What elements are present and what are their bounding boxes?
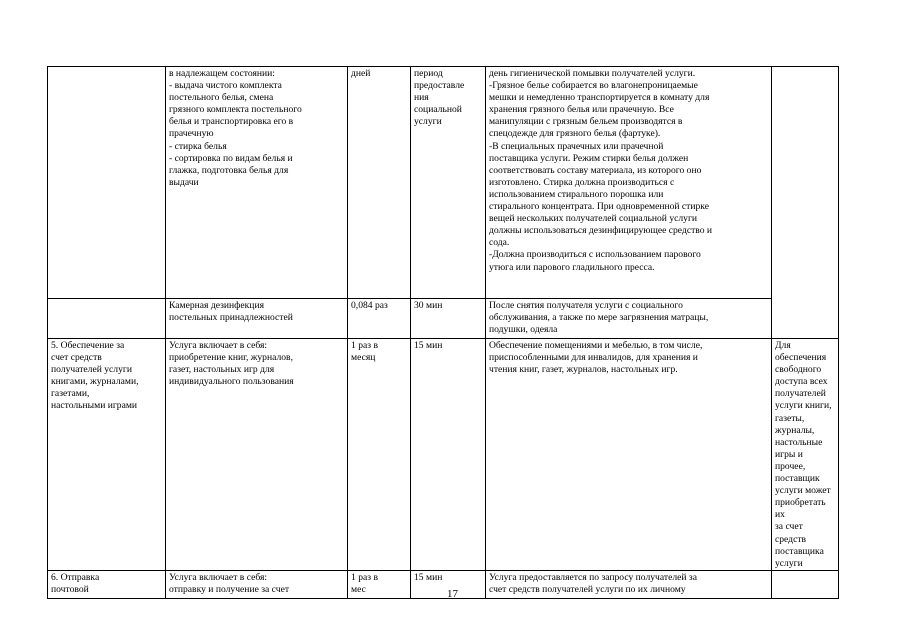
row3-note-line: журналы, <box>775 424 815 436</box>
row3-duration-cell <box>411 339 486 571</box>
row3-note-line: услуги книги, <box>775 400 832 412</box>
row2-service-name-cell <box>48 299 166 339</box>
table-row <box>48 339 839 571</box>
row4-name-line: 6. Отправка <box>51 571 100 583</box>
row3-note-line: поставщика <box>775 545 824 557</box>
row1-note-cell <box>772 67 839 339</box>
row3-content-line: индивидуального пользования <box>169 376 294 388</box>
row4-content-line: отправку и получение за счет <box>169 583 290 595</box>
row2-duration-cell <box>411 299 486 339</box>
row3-frequency-cell <box>348 339 411 571</box>
row3-frequency-line: 1 раз в <box>351 340 378 351</box>
row1-frequency-cell <box>348 67 411 299</box>
row3-note-line: получателей <box>775 388 826 400</box>
row3-service-name-cell <box>48 339 166 571</box>
row3-note-line: за счет средств <box>775 521 807 545</box>
row3-note-line: услуги может <box>775 485 831 497</box>
row1-quality-line: должны использоваться дезинфицирующее средство и <box>489 225 713 237</box>
row3-name-line: 5. Обеспечение за <box>51 340 125 351</box>
table-row <box>48 299 839 339</box>
row3-content-line: газет, настольных игр для <box>169 364 275 376</box>
row1-quality-line: спецодежде для грязного белья (фартуке). <box>489 128 661 140</box>
row3-quality-line: приспособленными для инвалидов, для хранения и <box>489 352 698 364</box>
row3-content-line: Услуга включает в себя: <box>169 340 268 351</box>
row1-quality-line: -Грязное белье собирается во влагонепроницаемые <box>489 80 698 92</box>
row3-note-line: поставщик <box>775 473 820 485</box>
row3-name-line: настольными играми <box>51 400 138 412</box>
row1-quality-line: изготовлено. Стирка должна производиться с <box>489 176 675 188</box>
page-number: 17 <box>447 588 458 600</box>
row4-frequency-line: мес <box>351 583 366 595</box>
row1-quality-line: стирального концентрата. При одновременной стирке <box>489 201 709 213</box>
row1-duration-line: социальной <box>414 104 462 116</box>
row3-note-line: доступа всех <box>775 376 828 388</box>
row3-note-line: игры и прочее, <box>775 448 806 472</box>
row1-content-line: в надлежащем состоянии: <box>169 68 275 79</box>
row1-duration-line: период <box>414 68 443 79</box>
row3-note-line: газеты, <box>775 412 805 424</box>
row4-quality-line: Услуга предоставляется по запросу получателей за <box>489 571 697 583</box>
row1-content-line: постельного белья, смена <box>169 92 274 104</box>
row3-quality-line: чтения книг, газет, журналов, настольных игр. <box>489 364 678 376</box>
row3-note-line: услуги <box>775 557 803 569</box>
row3-content-line: приобретение книг, журналов, <box>169 352 293 364</box>
row1-quality-line: соответствовать составу материала, из которого оно <box>489 164 702 176</box>
row1-duration-line: услуги <box>414 116 442 128</box>
row3-note-line: свободного <box>775 364 822 376</box>
row1-quality-line: поставщика услуги. Режим стирки белья должен <box>489 152 689 164</box>
row2-content-line: Камерная дезинфекция <box>169 300 264 311</box>
row1-content-line: глажка, подготовка белья для <box>169 164 289 176</box>
row2-frequency-cell <box>348 299 411 339</box>
row3-frequency-line: месяц <box>351 352 376 364</box>
row1-quality-line: использованием стирального порошка или <box>489 188 664 200</box>
row3-duration-line: 15 мин <box>414 340 443 351</box>
row1-duration-line: ния <box>414 92 429 104</box>
row1-content-line: - сортировка по видам белья и <box>169 152 293 164</box>
row1-content-line: выдачи <box>169 176 199 188</box>
row3-name-line: получателей услуги <box>51 364 132 376</box>
row1-quality-line: хранения грязного белья или прачечную. Все <box>489 104 674 116</box>
row3-note-line: обеспечения <box>775 352 827 364</box>
row1-quality-line: манипуляции с грязным бельем производятся в <box>489 116 683 128</box>
row1-quality-cell <box>486 67 772 299</box>
row4-name-line: почтовой <box>51 583 89 595</box>
row2-duration-line: 30 мин <box>414 300 443 311</box>
row3-quality-line: Обеспечение помещениями и мебелью, в том числе, <box>489 340 703 351</box>
row1-quality-line: утюга или парового гладильного пресса. <box>489 261 655 273</box>
row1-frequency: дней <box>351 68 371 79</box>
row1-quality-line: день гигиенической помывки получателей услуги. <box>489 68 696 79</box>
row3-name-line: счет средств <box>51 352 102 364</box>
services-table <box>47 66 839 599</box>
table-row <box>48 67 839 299</box>
row3-note-cell <box>772 339 839 571</box>
row4-frequency-line: 1 раз в <box>351 571 378 583</box>
row1-duration-cell <box>411 67 486 299</box>
row1-content-line: - стирка белья <box>169 140 227 152</box>
row3-service-content-cell <box>166 339 348 571</box>
row1-quality-line: -В специальных прачечных или прачечной <box>489 140 664 152</box>
row2-quality-line: обслуживания, а также по мере загрязнения матрацы, <box>489 312 709 324</box>
row1-content-line: грязного комплекта постельного <box>169 104 302 116</box>
row4-quality-line: счет средств получателей услуги по их личному <box>489 583 686 595</box>
row2-content-line: постельных принадлежностей <box>169 312 293 324</box>
row1-quality-line: сода. <box>489 237 510 249</box>
row3-quality-cell <box>486 339 772 571</box>
row4-content-line: Услуга включает в себя: <box>169 571 268 583</box>
row1-duration-line: предоставле <box>414 80 465 92</box>
row2-quality-line: подушки, одеяла <box>489 324 558 336</box>
row3-name-line: книгами, журналами, <box>51 376 139 388</box>
row1-content-line: - выдача чистого комплекта <box>169 80 282 92</box>
row3-note-line: Для <box>775 340 791 351</box>
row1-quality-line: вещей нескольких получателей социальной услуги <box>489 213 698 225</box>
row2-frequency: 0,084 раз <box>351 300 388 311</box>
row1-quality-line: мешки и немедленно транспортируется в комнату для <box>489 92 710 104</box>
row1-content-line: белья и транспортировка его в <box>169 116 294 128</box>
row4-duration-line: 15 мин <box>414 571 443 583</box>
row2-service-content-cell <box>166 299 348 339</box>
row3-note-line: приобретать их <box>775 497 826 521</box>
row1-service-content-cell <box>166 67 348 299</box>
row1-quality-line: -Должна производиться с использованием парового <box>489 249 701 261</box>
row3-name-line: газетами, <box>51 388 90 400</box>
row2-quality-cell <box>486 299 772 339</box>
row1-service-name-cell <box>48 67 166 299</box>
row2-quality-line: После снятия получателя услуги с социального <box>489 300 683 311</box>
row3-note-line: настольные <box>775 436 823 448</box>
row1-content-line: прачечную <box>169 128 214 140</box>
